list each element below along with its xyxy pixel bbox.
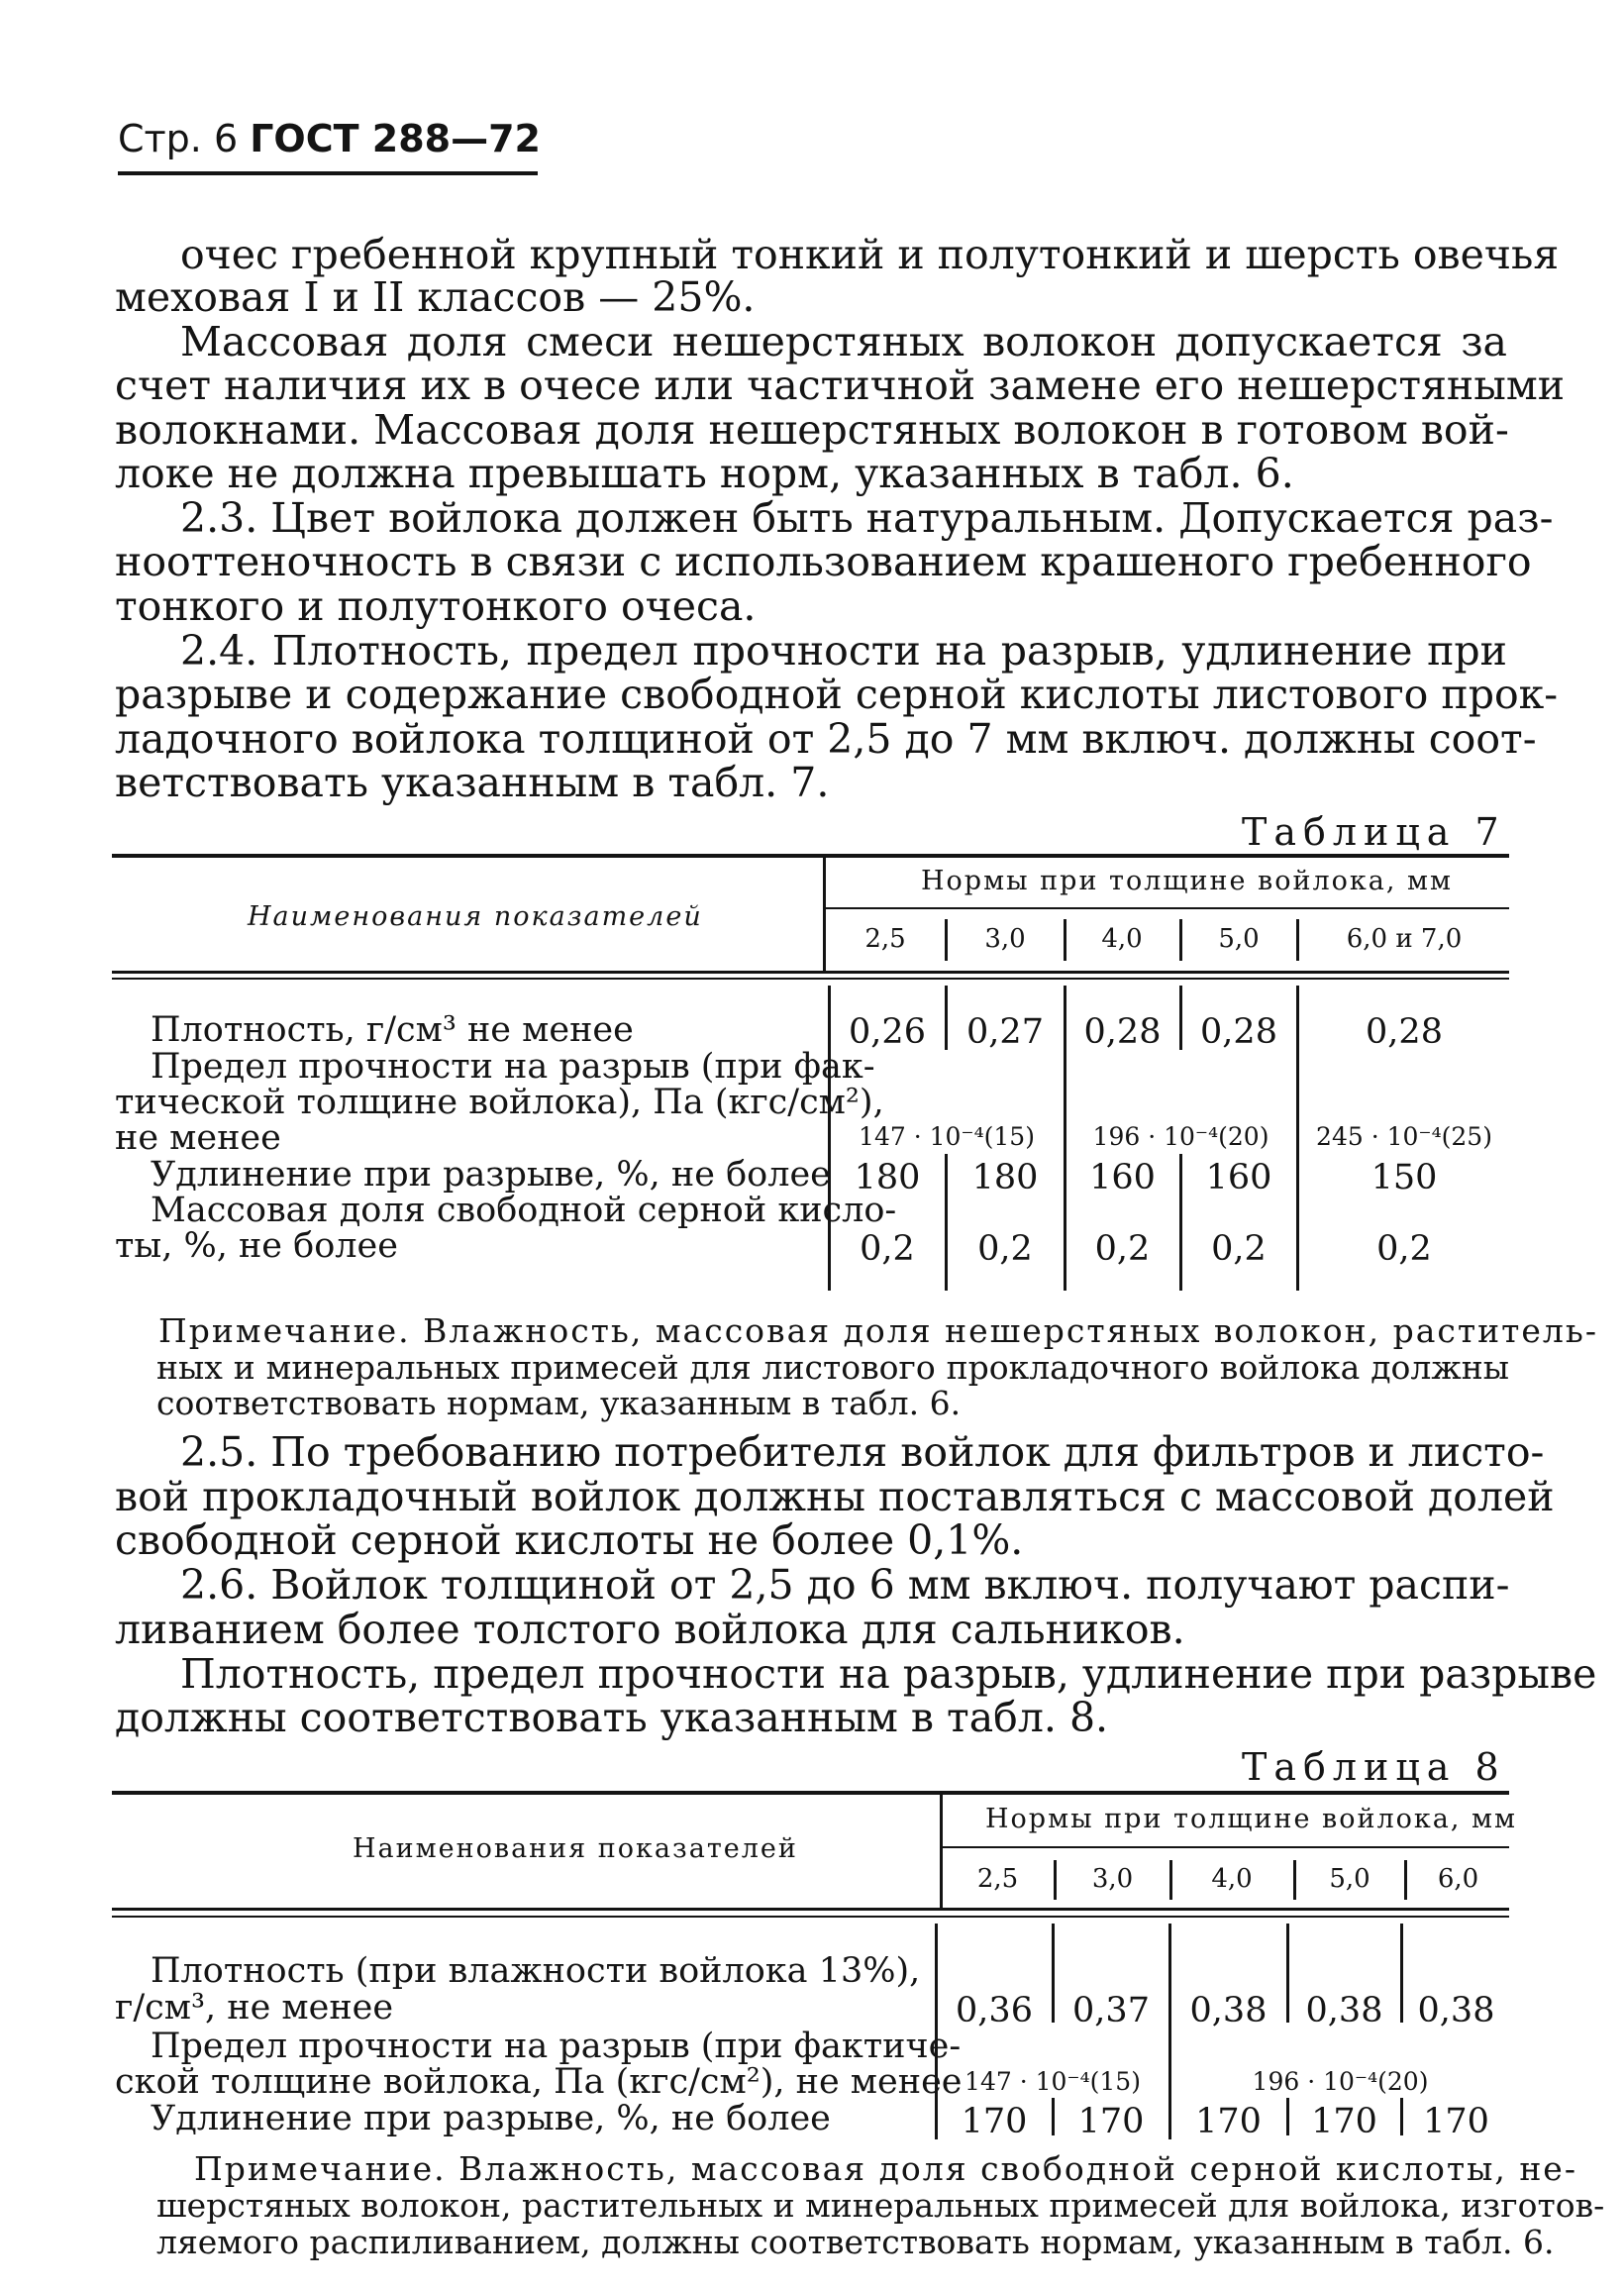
table-7-cell: 0,26 (849, 1012, 926, 1052)
table-8-cell: 147 · 10⁻⁴(15) (964, 2067, 1141, 2096)
text-line: очес гребенной крупный тонкий и полутонкий и шерсть овечья (180, 231, 1560, 278)
text-line: меховая I и II классов — 25%. (115, 273, 756, 321)
table-8-cell: 170 (961, 2102, 1028, 2141)
table-7-cell: 160 (1205, 1158, 1272, 1197)
table-7-row-label: ты, %, не более (115, 1226, 398, 1266)
table-7-header-rule (112, 971, 1509, 974)
table-8-row-label: Предел прочности на разрыв (при фактиче- (151, 2027, 962, 2066)
table-7-row-label: тической толщине войлока), Па (кгс/см²), (115, 1083, 884, 1122)
table-8-cell: 170 (1077, 2102, 1145, 2141)
table-7-col-header: 6,0 и 7,0 (1346, 924, 1463, 954)
table-7-caption: Таблица 7 (1242, 810, 1506, 854)
table-8-row-label: Плотность (при влажности войлока 13%), (151, 1951, 921, 1991)
document-number: ГОСТ 288—72 (250, 117, 541, 160)
table-7-row-label: Плотность, г/см³ не менее (151, 1010, 634, 1050)
text-line: ливанием более толстого войлока для сальников. (115, 1606, 1185, 1653)
table-8-cell: 170 (1195, 2102, 1262, 2141)
text-line: ладочного войлока толщиной от 2,5 до 7 мм включ. должны соот- (115, 715, 1537, 763)
table-8-note: ляемого распиливанием, должны соответствовать нормам, указанным в табл. 6. (156, 2223, 1555, 2261)
text-line: вой прокладочный войлок должны поставляться с массовой долей (115, 1473, 1555, 1520)
table-8-top-rule (112, 1791, 1509, 1795)
text-line: 2.3. Цвет войлока должен быть натуральным. Допускается раз- (180, 494, 1554, 542)
table-8-cell: 0,38 (1417, 1991, 1495, 2030)
table-7-cell: 0,2 (977, 1229, 1033, 1269)
table-7-cell: 0,28 (1083, 1012, 1162, 1052)
table-7-cell: 180 (971, 1158, 1039, 1197)
table-7-header-subrule (825, 907, 1509, 909)
table-7-col-header: 5,0 (1218, 924, 1260, 954)
table-7-header-group: Нормы при толщине войлока, мм (921, 866, 1454, 896)
table-7-row-label: Удлинение при разрыве, %, не более (151, 1155, 831, 1195)
table-7-cell: 0,27 (966, 1012, 1044, 1052)
table-8-cell: 0,38 (1189, 1991, 1268, 2030)
table-8-cell: 196 · 10⁻⁴(20) (1252, 2067, 1429, 2096)
table-8-header-group: Нормы при толщине войлока, мм (985, 1804, 1518, 1834)
table-8-row-label: ской толщине войлока, Па (кгс/см²), не менее (115, 2062, 963, 2102)
text-line: волокнами. Массовая доля нешерстяных волокон в готовом вой- (115, 406, 1509, 454)
text-line: 2.5. По требованию потребителя войлок для фильтров и листо- (180, 1428, 1545, 1476)
table-7-note: соответствовать нормам, указанным в табл. 6. (156, 1384, 962, 1422)
table-8-caption: Таблица 8 (1242, 1745, 1506, 1789)
table-7-note: Примечание. Влажность, массовая доля нешерстяных волокон, раститель- (158, 1311, 1598, 1350)
text-line: Плотность, предел прочности на разрыв, удлинение при разрыве (180, 1650, 1597, 1698)
table-7-note: ных и минеральных примесей для листового прокладочного войлока должны (156, 1348, 1509, 1387)
table-7-cell: 0,2 (1211, 1229, 1267, 1269)
table-7-header-indicator: Наименования показателей (248, 901, 703, 932)
table-8-note: шерстяных волокон, растительных и минеральных примесей для войлока, изготов- (156, 2186, 1605, 2225)
text-line: 2.4. Плотность, предел прочности на разрыв, удлинение при (180, 627, 1507, 675)
table-8-cell: 0,36 (956, 1991, 1033, 2030)
text-line: 2.6. Войлок толщиной от 2,5 до 6 мм включ. получают распи- (180, 1561, 1510, 1609)
table-8-header-subrule (942, 1846, 1509, 1848)
table-7-cell: 196 · 10⁻⁴(20) (1092, 1122, 1269, 1151)
table-7-cell: 180 (854, 1158, 921, 1197)
table-7-row-label: Массовая доля свободной серной кисло- (151, 1191, 897, 1230)
table-7-cell: 0,2 (1094, 1229, 1151, 1269)
table-8-col-header: 2,5 (976, 1864, 1019, 1894)
table-7-col-header: 3,0 (984, 924, 1026, 954)
table-8-col-header: 3,0 (1091, 1864, 1134, 1894)
table-7-cell: 0,28 (1200, 1012, 1277, 1052)
table-8-cell: 0,38 (1305, 1991, 1383, 2030)
text-line: локе не должна превышать норм, указанных в табл. 6. (115, 450, 1294, 497)
table-7-cell: 0,2 (860, 1229, 915, 1269)
table-7-top-rule (112, 854, 1509, 858)
text-line: Массовая доля смеси нешерстяных волокон допускается за (180, 318, 1507, 365)
table-8-col-header: 5,0 (1329, 1864, 1370, 1894)
text-line: счет наличия их в очесе или частичной замене его нешерстяными (115, 362, 1566, 409)
page-header (118, 117, 541, 160)
table-8-col-header: 6,0 (1437, 1864, 1479, 1894)
table-8-cell: 0,37 (1072, 1991, 1150, 2030)
table-8-cell: 170 (1423, 2102, 1489, 2141)
table-8-row-label: Удлинение при разрыве, %, не более (151, 2099, 831, 2138)
table-7-cell: 160 (1089, 1158, 1156, 1197)
text-line: должны соответствовать указанным в табл. 8. (115, 1694, 1109, 1741)
table-7-col-header: 4,0 (1101, 924, 1143, 954)
table-7-cell: 0,2 (1376, 1229, 1432, 1269)
table-7-header-rule (112, 978, 1509, 980)
table-7-header-vline (823, 858, 826, 971)
text-line: тонкого и полутонкого очеса. (115, 582, 757, 630)
table-8-header-indicator: Наименования показателей (353, 1833, 798, 1864)
header-rule (118, 171, 538, 175)
table-7-cell: 150 (1370, 1158, 1438, 1197)
text-line: разрыве и содержание свободной серной кислоты листового прок- (115, 671, 1559, 718)
table-8-header-rule (112, 1908, 1509, 1911)
table-7-cell: 147 · 10⁻⁴(15) (859, 1122, 1035, 1151)
page-number: Стр. 6 (118, 117, 239, 160)
table-8-row-label: г/см³, не менее (115, 1988, 394, 2028)
table-7-col-header: 2,5 (864, 924, 906, 954)
table-7-row-label: Предел прочности на разрыв (при фак- (151, 1047, 875, 1087)
table-8-col-header: 4,0 (1211, 1864, 1253, 1894)
table-8-header-rule (112, 1916, 1509, 1918)
text-line: нооттеночность в связи с использованием крашеного гребенного (115, 538, 1532, 585)
text-line: ветствовать указанным в табл. 7. (115, 759, 830, 806)
table-7-cell: 0,28 (1366, 1012, 1443, 1052)
table-7-row-label: не менее (115, 1118, 281, 1158)
table-7-cell: 245 · 10⁻⁴(25) (1316, 1122, 1492, 1151)
table-8-cell: 170 (1311, 2102, 1377, 2141)
text-line: свободной серной кислоты не более 0,1%. (115, 1516, 1024, 1564)
table-8-note: Примечание. Влажность, массовая доля свободной серной кислоты, не- (194, 2149, 1577, 2188)
